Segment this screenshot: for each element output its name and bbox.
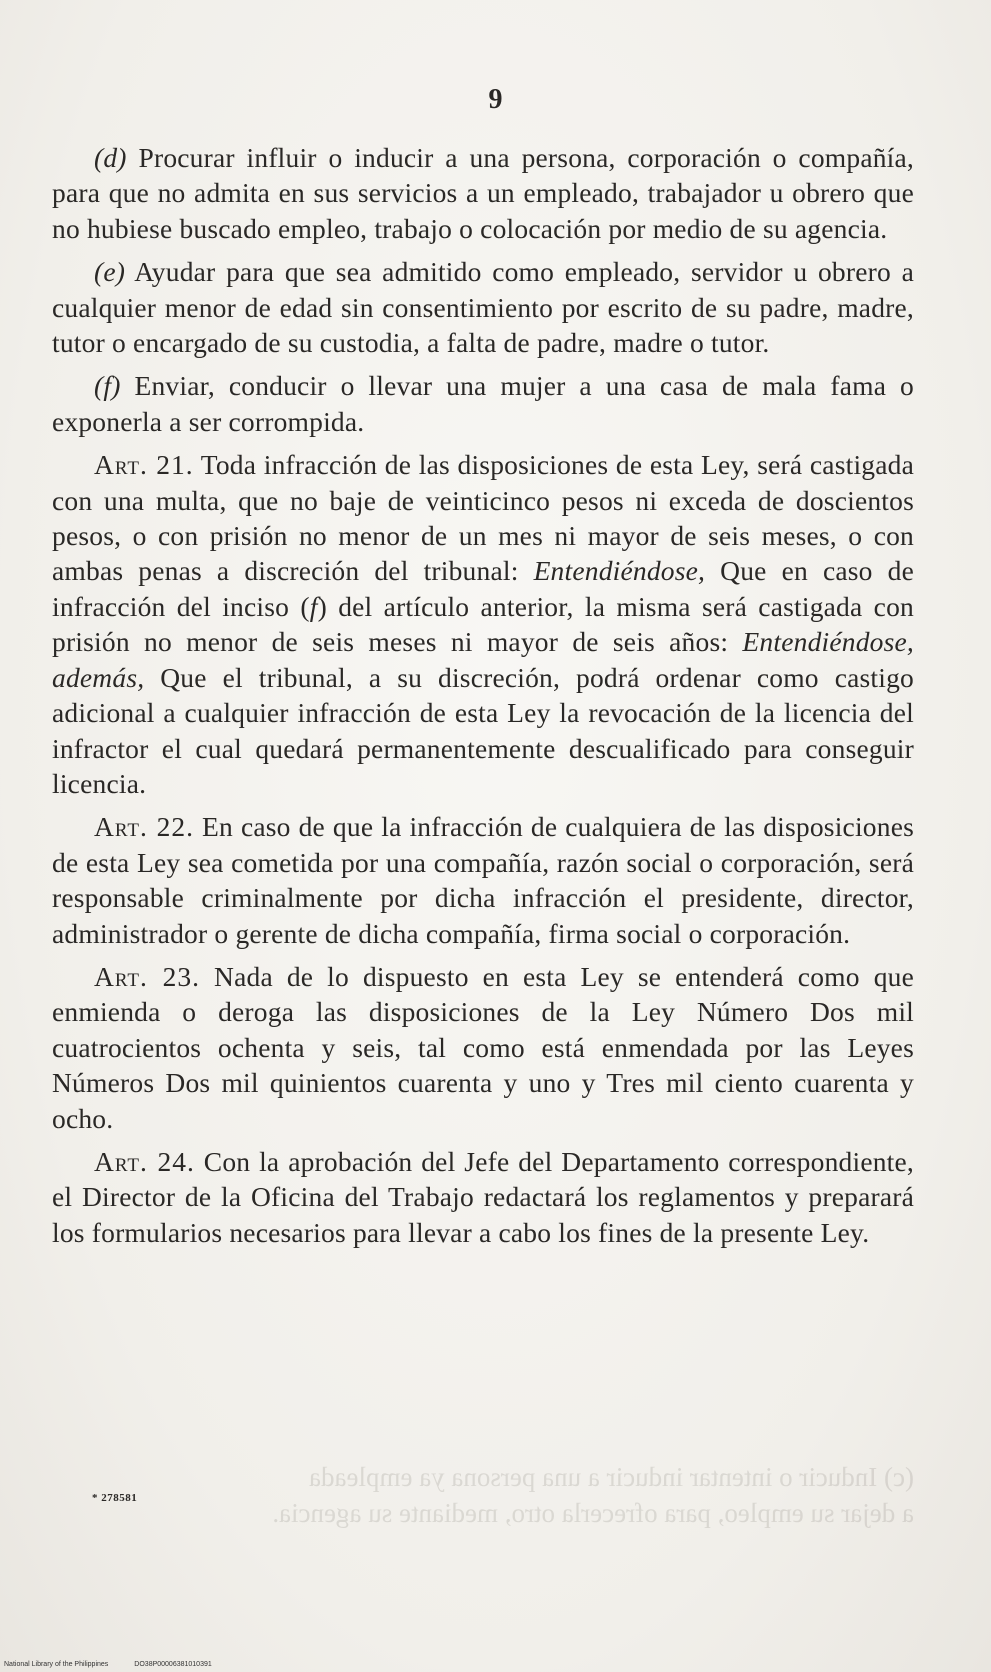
body-text <box>52 140 914 1258</box>
footer-library: National Library of the Philippines <box>4 1661 109 1668</box>
article-22-text: En caso de que la infracción de cualquiera de las disposiciones de esta Ley sea cometida por una compañía, razón social o corporación, será responsable criminalmente por dicha infracción el presidente, director, administrador o gerente de dicha compañía, firma social o corporación. <box>52 811 914 949</box>
bleed-through-line-2: a dejar su empleo, para ofrecerla otro, mediante su agencia. <box>272 1498 914 1528</box>
article-21 <box>52 447 914 801</box>
clause-d <box>52 140 914 246</box>
clause-e <box>52 254 914 360</box>
article-24-heading: Art. 24. <box>94 1145 195 1177</box>
scan-footer <box>4 1661 238 1668</box>
article-23-heading: Art. 23. <box>94 960 201 992</box>
clause-e-label: (e) <box>94 256 126 288</box>
printer-mark: * 278581 <box>92 1492 138 1504</box>
article-21-heading: Art. 21. <box>94 449 194 481</box>
article-21-text-4: Que el tribunal, a su discreción, podrá ordenar como castigo adicional a cualquier infracción de esta Ley la revocación de la licencia del infractor el cual quedará permanentemente descualificado para conseguir licencia. <box>52 661 914 799</box>
page-number: 9 <box>488 84 503 115</box>
clause-f-text: Enviar, conducir o llevar una mujer a una casa de mala fama o exponerla a ser corrompida. <box>52 370 914 437</box>
article-23-text: Nada de lo dispuesto en esta Ley se entenderá como que enmienda o deroga las disposiciones de la Ley Número Dos mil cuatrocientos ochenta y seis, tal como está enmendada por las Leyes Números Dos mil quinientos cuarenta y uno y Tres mil ciento cuarenta y ocho. <box>52 960 915 1134</box>
article-21-text-1: Toda infracción de las disposiciones de esta Ley, será castigada con una multa, que no baje de veinticinco pesos ni exceda de doscientos pesos, o con prisión no menor de un mes ni mayor de seis meses, o con ambas penas a discreción del tribunal: <box>52 449 915 587</box>
clause-f-label: (f) <box>94 370 121 402</box>
clause-e-text: Ayudar para que sea admitido como empleado, servidor u obrero a cualquier menor de edad sin consentimiento por escrito de su padre, madre, tutor o encargado de su custodia, a falta de padre, madre o tutor. <box>52 256 914 359</box>
article-24-text: Con la aprobación del Jefe del Departamento correspondiente, el Director de la Oficina del Trabajo redactará los reglamentos y preparará los formularios necesarios para llevar a cabo los fines de la presente Ley. <box>52 1145 915 1248</box>
article-23 <box>52 959 914 1136</box>
clause-d-text: Procurar influir o inducir a una persona, corporación o compañía, para que no admita en sus servicios a un empleado, trabajador u obrero que no hubiese buscado empleo, trabajo o colocación por medio de su agencia. <box>52 142 914 244</box>
article-22-heading: Art. 22. <box>94 811 195 843</box>
article-22 <box>52 809 914 951</box>
article-21-text-3: ) del artículo anterior, la misma será castigada con prisión no menor de seis meses ni mayor de seis años: <box>52 590 914 658</box>
article-21-emphasis-f: f <box>309 590 318 622</box>
footer-code: DO38P00006381010391 <box>134 1661 212 1668</box>
bleed-through-line-1: (c) Inducir o intentar inducir a una persona ya empleada <box>309 1462 914 1492</box>
article-21-emphasis-2: Entendiéndose, además, <box>52 626 914 693</box>
article-21-text-2: Que en caso de infracción del inciso ( <box>52 555 914 622</box>
article-24 <box>52 1144 914 1250</box>
clause-f <box>52 368 914 439</box>
article-21-emphasis-1: Entendiéndose, <box>533 555 706 587</box>
clause-d-label: (d) <box>94 142 127 173</box>
